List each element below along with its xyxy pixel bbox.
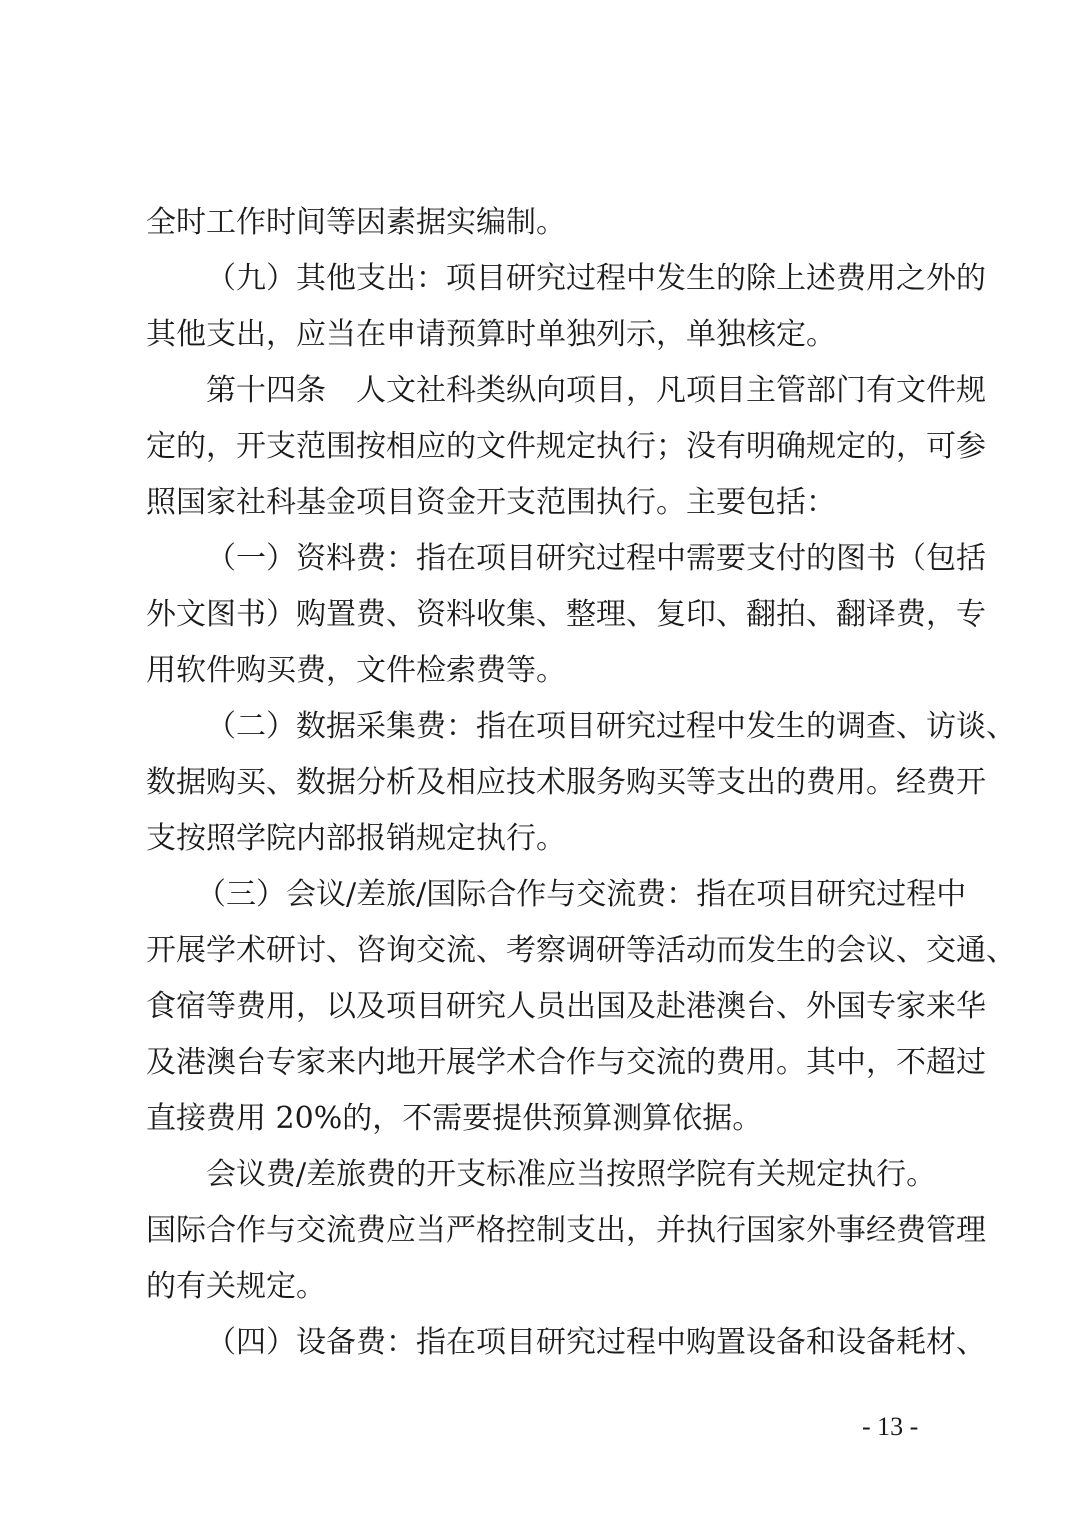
text-line: 直接费用 20%的，不需要提供预算测算依据。 [146,1101,763,1136]
text-line: 外文图书）购置费、资料收集、整理、复印、翻拍、翻译费，专 [146,597,986,632]
text-line: 国际合作与交流费应当严格控制支出，并执行国家外事经费管理 [146,1213,986,1248]
text-line: 及港澳台专家来内地开展学术合作与交流的费用。其中，不超过 [146,1045,986,1080]
text-line: 第十四条 人文社科类纵向项目，凡项目主管部门有文件规 [206,373,986,408]
text-line: （九）其他支出：项目研究过程中发生的除上述费用之外的 [206,261,986,296]
text-line: 数据购买、数据分析及相应技术服务购买等支出的费用。经费开 [146,765,986,800]
text-line: 全时工作时间等因素据实编制。 [146,205,566,240]
page-number: - 13 - [862,1412,919,1441]
text-line: 用软件购买费，文件检索费等。 [146,653,566,688]
text-line: 照国家社科基金项目资金开支范围执行。主要包括： [146,485,836,520]
text-line: 的有关规定。 [146,1269,326,1304]
text-line: 定的，开支范围按相应的文件规定执行；没有明确规定的，可参 [146,429,986,464]
text-line: 食宿等费用，以及项目研究人员出国及赴港澳台、外国专家来华 [146,989,986,1024]
text-line: （二）数据采集费：指在项目研究过程中发生的调查、访谈、 [206,709,1016,744]
text-line: 开展学术研讨、咨询交流、考察调研等活动而发生的会议、交通、 [146,933,1016,968]
text-line: 会议费/差旅费的开支标准应当按照学院有关规定执行。 [206,1157,937,1192]
text-line: 其他支出，应当在申请预算时单独列示，单独核定。 [146,317,836,352]
text-line: （四）设备费：指在项目研究过程中购置设备和设备耗材、 [206,1325,986,1360]
text-line: 支按照学院内部报销规定执行。 [146,821,566,856]
text-line: （三）会议/差旅/国际合作与交流费：指在项目研究过程中 [196,877,967,912]
text-line: （一）资料费：指在项目研究过程中需要支付的图书（包括 [206,541,986,576]
